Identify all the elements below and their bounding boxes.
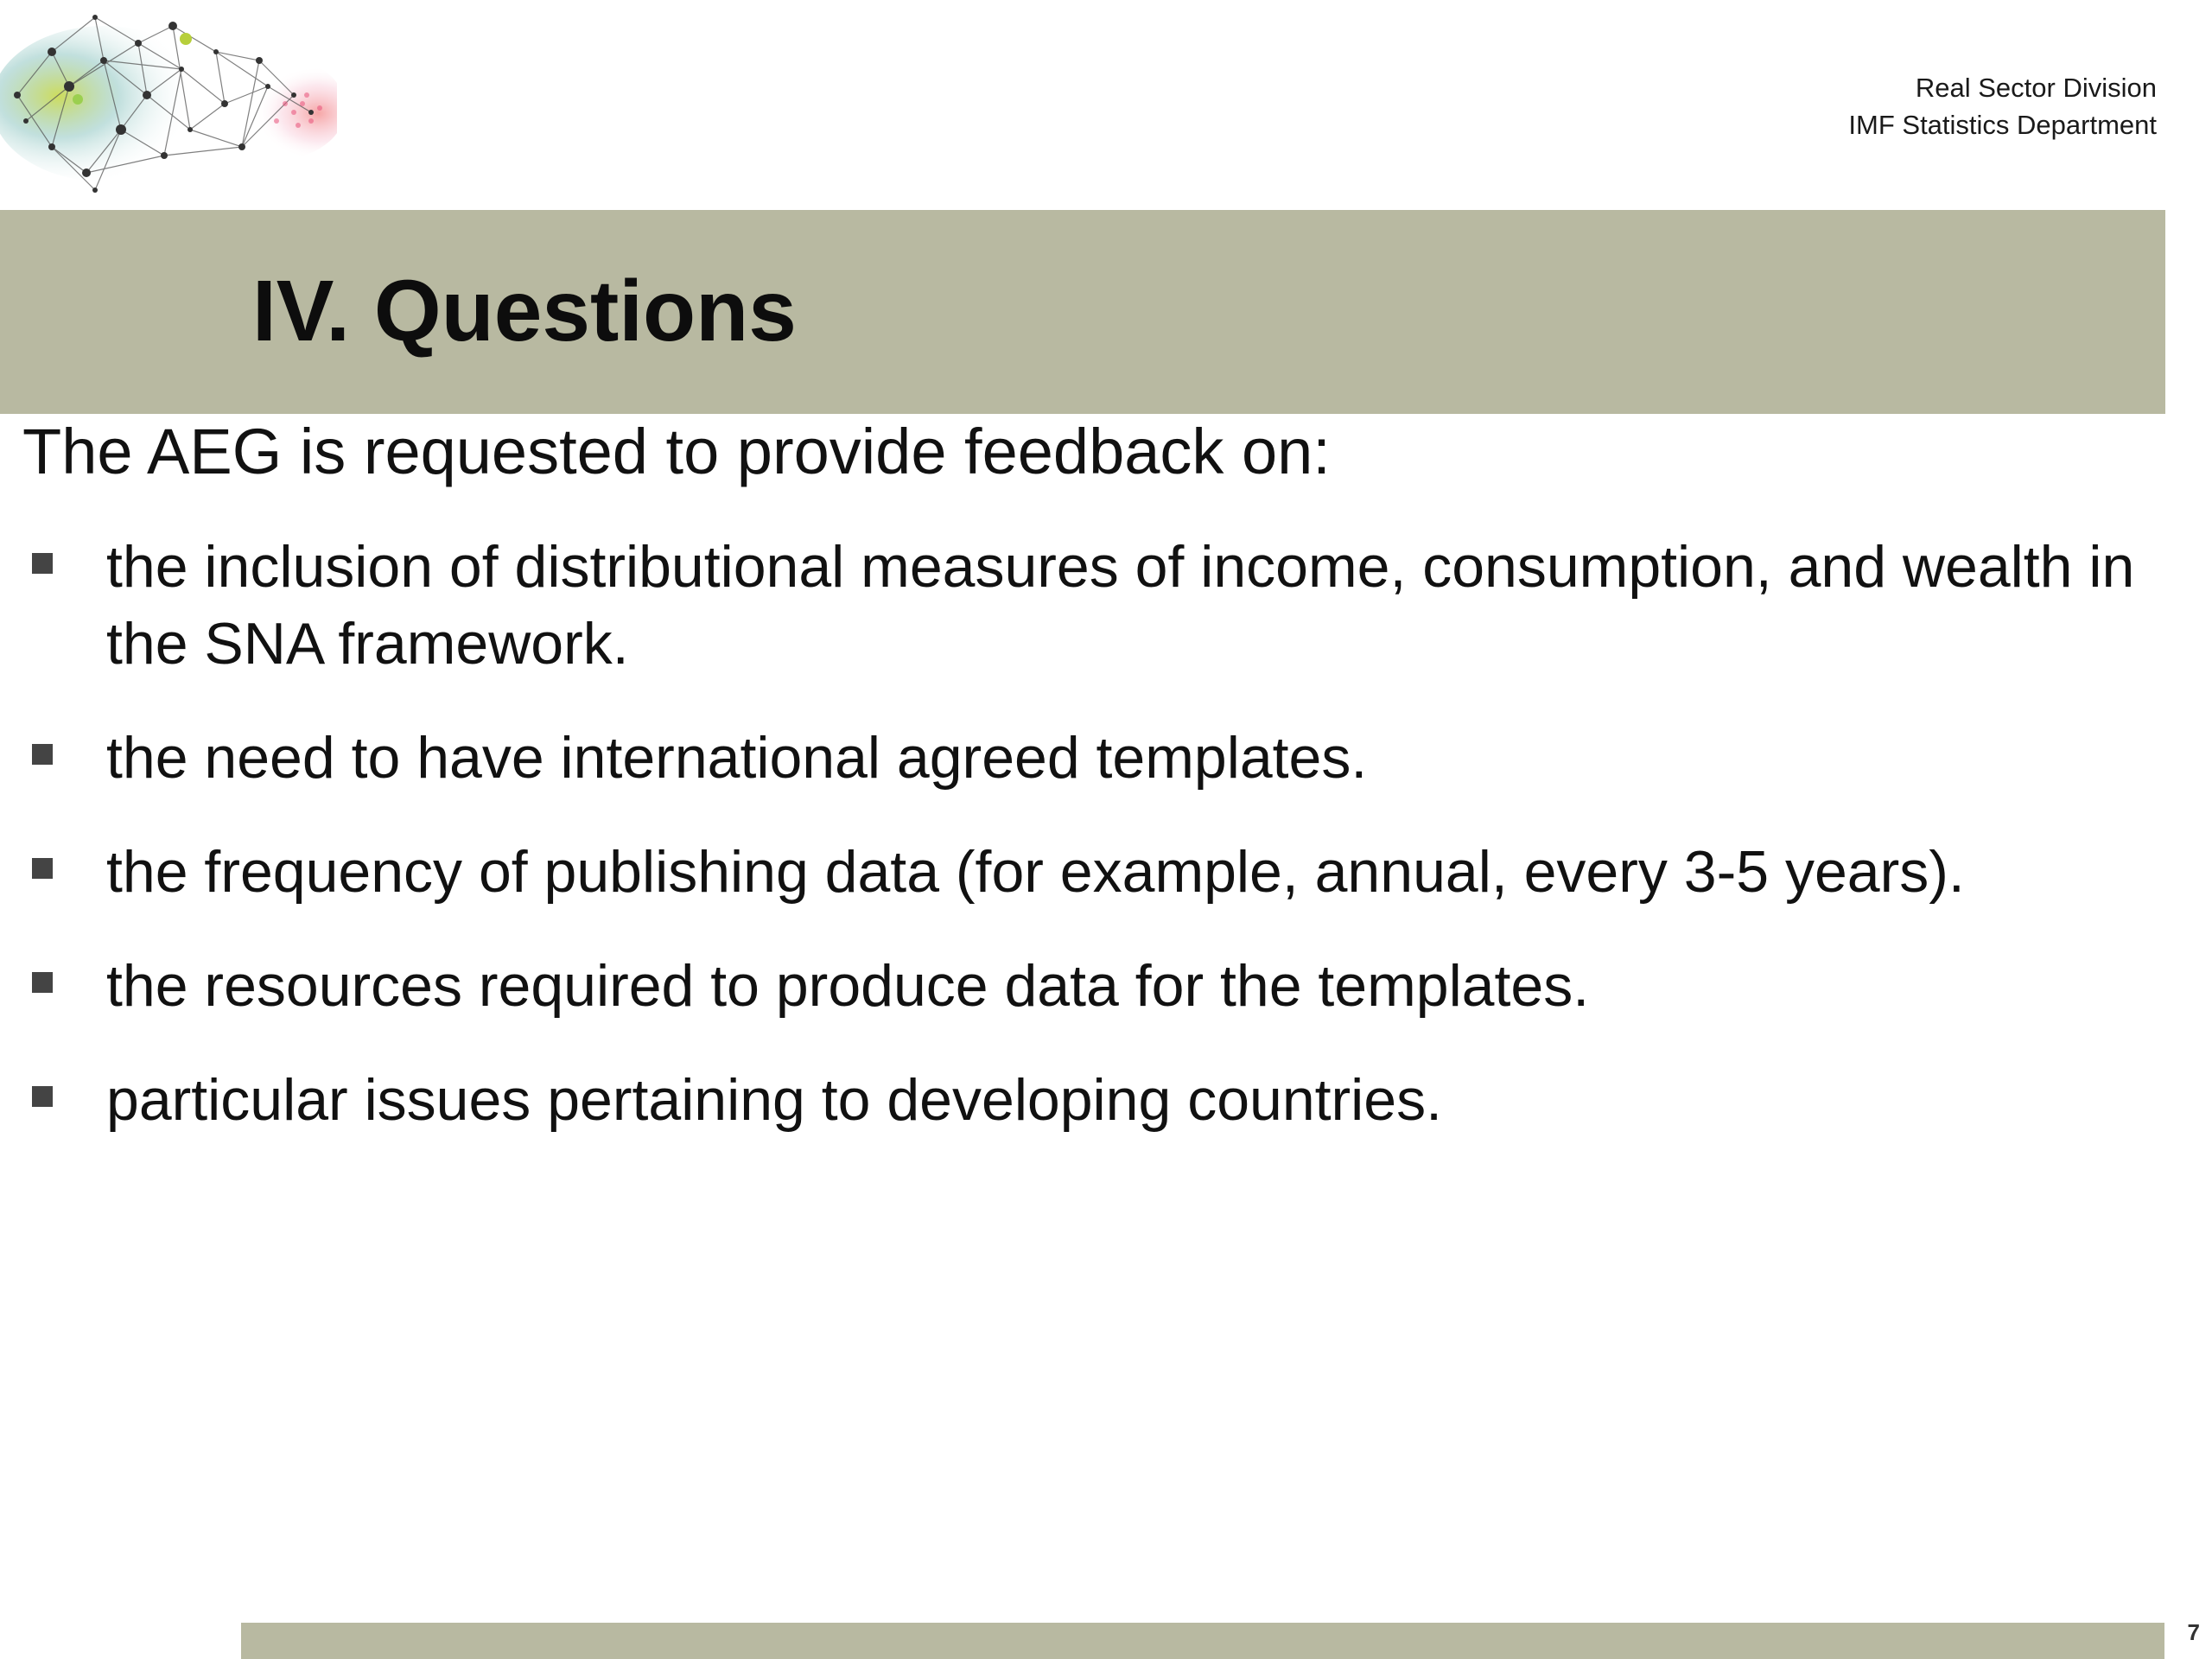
slide-title: IV. Questions bbox=[252, 263, 797, 359]
bullet-item bbox=[0, 1062, 2186, 1139]
footer-band bbox=[241, 1623, 2164, 1659]
org-division: Real Sector Division bbox=[1915, 73, 2157, 103]
bullet-text: the frequency of publishing data (for example, annual, every 3-5 years). bbox=[106, 839, 1965, 905]
square-bullet-icon bbox=[32, 744, 53, 765]
square-bullet-icon bbox=[32, 1086, 53, 1107]
bullet-item bbox=[0, 529, 2186, 683]
network-graph-logo-icon bbox=[0, 0, 337, 207]
intro-text: The AEG is requested to provide feedback on: bbox=[22, 416, 1331, 487]
bullet-text: particular issues pertaining to developing countries. bbox=[106, 1067, 1443, 1133]
bullet-item bbox=[0, 834, 2186, 911]
bullet-list bbox=[0, 529, 2186, 1176]
organization-header bbox=[1848, 69, 2157, 143]
page-number: 7 bbox=[2187, 1619, 2200, 1645]
square-bullet-icon bbox=[32, 553, 53, 574]
bullet-text: the need to have international agreed templates. bbox=[106, 725, 1368, 791]
bullet-item bbox=[0, 948, 2186, 1025]
org-department: IMF Statistics Department bbox=[1848, 110, 2157, 140]
square-bullet-icon bbox=[32, 972, 53, 993]
bullet-text: the resources required to produce data for the templates. bbox=[106, 953, 1590, 1019]
bullet-text: the inclusion of distributional measures of income, consumption, and wealth in the SNA framework. bbox=[106, 534, 2135, 677]
square-bullet-icon bbox=[32, 858, 53, 879]
bullet-item bbox=[0, 720, 2186, 797]
